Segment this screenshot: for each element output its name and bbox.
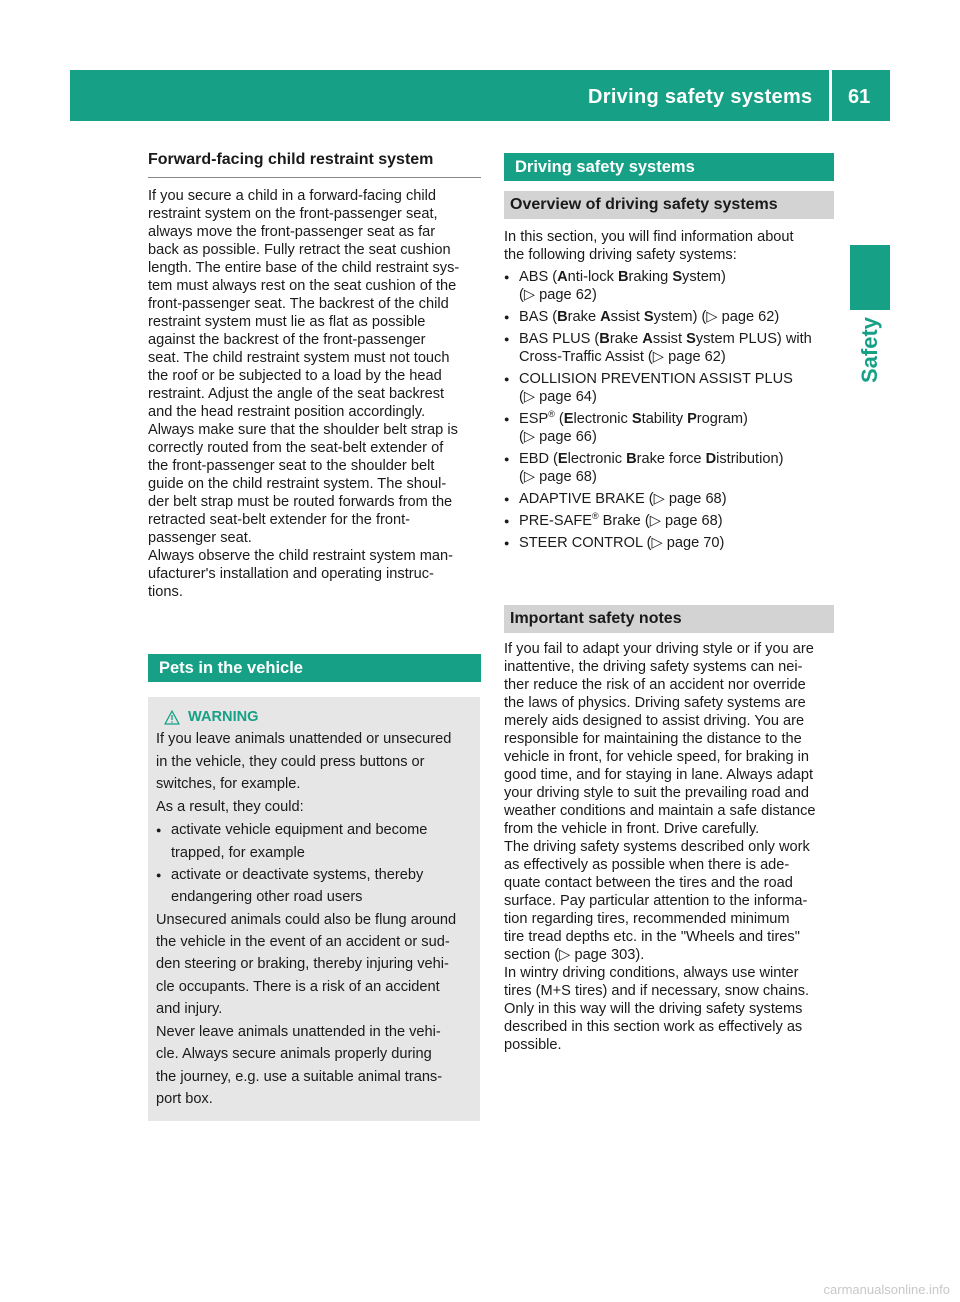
warning-paragraph-3: Unsecured animals could also be flung around the vehicle in the event of an accident or sud- den steering or braking, thereby injuring vehi- cle occupants. There is a risk of an accident and injury.	[156, 911, 457, 1017]
list-item-adaptive-brake: ● ADAPTIVE BRAKE (▷ page 68)	[504, 490, 834, 508]
page-ref-arrow-icon: ▷	[651, 535, 663, 551]
page-reference-link[interactable]: page 303	[574, 947, 636, 963]
footer-watermark: carmanualsonline.info	[823, 1282, 950, 1297]
page-reference-link[interactable]: page 68	[539, 469, 592, 485]
manufacturer-instructions-text: Always observe the child restraint system man- ufacturer's installation and operating instruc- tions.	[148, 548, 453, 600]
warning-paragraph-4: Never leave animals unattended in the vehi- cle. Always secure animals properly during the journey, e.g. use a suitable animal trans- port box.	[156, 1024, 443, 1108]
side-tab	[850, 245, 890, 310]
warning-bullet: ● activate vehicle equipment and become trapped, for example	[156, 819, 472, 864]
right-column	[504, 153, 834, 556]
page-ref-arrow-icon: ▷	[653, 491, 665, 507]
subsection-heading-overview: Overview of driving safety systems	[504, 191, 834, 219]
safety-notes-section	[504, 605, 834, 1054]
page-ref-arrow-icon: ▷	[652, 349, 665, 365]
list-item-esp: ● ESP® (Electronic Stability Program) (▷ page 66)	[504, 410, 834, 446]
pets-heading-wrap	[148, 654, 481, 682]
page-reference-link[interactable]: page 68	[668, 491, 722, 507]
page-ref-arrow-icon: ▷	[649, 513, 661, 529]
warning-triangle-icon	[164, 710, 180, 725]
warning-title: WARNING	[164, 706, 472, 728]
page-ref-arrow-icon: ▷	[523, 287, 536, 303]
page-reference-link[interactable]: page 62	[668, 349, 721, 365]
warning-box	[148, 697, 480, 1121]
list-item-bas-plus: ● BAS PLUS (Brake Assist System PLUS) with Cross-Traffic Assist (▷ page 62)	[504, 330, 834, 366]
left-column	[148, 150, 481, 601]
page-ref-arrow-icon: ▷	[523, 469, 536, 485]
page-ref-arrow-icon: ▷	[706, 309, 718, 325]
page-reference-link[interactable]: page 68	[665, 513, 718, 529]
page-reference-link[interactable]: page 62	[721, 309, 775, 325]
page-reference-link[interactable]: page 66	[539, 429, 592, 445]
warning-bullet: ● activate or deactivate systems, thereby endangering other road users	[156, 864, 472, 909]
section-heading-child-restraint: Forward-facing child restraint system	[148, 150, 481, 178]
list-item-steer-control: ● STEER CONTROL (▷ page 70)	[504, 534, 834, 552]
page-ref-arrow-icon: ▷	[559, 947, 571, 963]
page-ref-arrow-icon: ▷	[523, 389, 536, 405]
side-label: Safety	[857, 316, 882, 384]
safety-notes-paragraph-2: The driving safety systems described only work as effectively as possible when there is ade- quate contact between the tires and the road surface. Pay particular attention to the informa- tion regarding tires, recommended minimum tire tread depths etc. in the "Wheels and tires" section (▷ page 303).	[504, 839, 810, 963]
list-item-collision-prevention: ● COLLISION PREVENTION ASSIST PLUS (▷ page 64)	[504, 370, 834, 406]
subsection-heading-safety-notes: Important safety notes	[504, 605, 834, 633]
list-item-pre-safe-brake: ● PRE-SAFE® Brake (▷ page 68)	[504, 512, 834, 530]
safety-systems-list	[504, 268, 834, 552]
warning-paragraph-1: If you leave animals unattended or unsecured in the vehicle, they could press buttons or switches, for example.	[156, 731, 452, 792]
safety-notes-paragraph-3: In wintry driving conditions, always use winter tires (M+S tires) and if necessary, snow chains. Only in this way will the driving safety systems described in this section work as effectively as possible.	[504, 965, 810, 1053]
page-reference-link[interactable]: page 62	[539, 287, 592, 303]
warning-paragraph-2: As a result, they could:	[156, 799, 304, 816]
section-heading-pets: Pets in the vehicle	[148, 654, 481, 682]
list-item-bas: ● BAS (Brake Assist System) (▷ page 62)	[504, 308, 834, 326]
list-item-abs: ● ABS (Anti-lock Braking System) (▷ page 62)	[504, 268, 834, 304]
safety-notes-paragraph-1: If you fail to adapt your driving style or if you are inattentive, the driving safety systems can nei- ther reduce the risk of an accident nor override the laws of physics. Driving safety systems are merely aids designed to assist driving. You are responsible for maintaining the distance to the vehicle in front, for vehicle speed, for braking in good time, and for staying in lane. Always adapt your driving style to suit the prevailing road and weather conditions and maintain a safe distance from the vehicle in front. Drive carefully.	[504, 641, 816, 837]
page-number: 61	[848, 86, 871, 108]
page-reference-link[interactable]: page 70	[666, 535, 720, 551]
header-separator	[829, 70, 832, 121]
overview-intro: In this section, you will find information about the following driving safety systems:	[504, 229, 794, 263]
child-restraint-text: If you secure a child in a forward-facing child restraint system on the front-passenger seat, always move the front-passenger seat as far back as possible. Fully retract the seat cushion length. The entire base of the child restraint sys- tem must always rest on the seat cushion of the front-passenger seat. The backrest of the child restraint system must lie as flat as possible against the backrest of the front-passenger seat. The child restraint system must not touch the roof or be subjected to a load by the head restraint. Adjust the angle of the seat backrest and the head restraint position accordingly. Always make sure that the shoulder belt strap is correctly routed from the seat-belt extender of the front-passenger seat to the shoulder belt guide on the child restraint system. The shoul- der belt strap must be routed forwards from the retracted seat-belt extender for the front- passenger seat.	[148, 188, 460, 546]
page-reference-link[interactable]: page 64	[539, 389, 592, 405]
section-heading-driving-safety: Driving safety systems	[504, 153, 834, 181]
header-title: Driving safety systems	[588, 86, 813, 108]
list-item-ebd: ● EBD (Electronic Brake force Distribution) (▷ page 68)	[504, 450, 834, 486]
page-ref-arrow-icon: ▷	[523, 429, 536, 445]
